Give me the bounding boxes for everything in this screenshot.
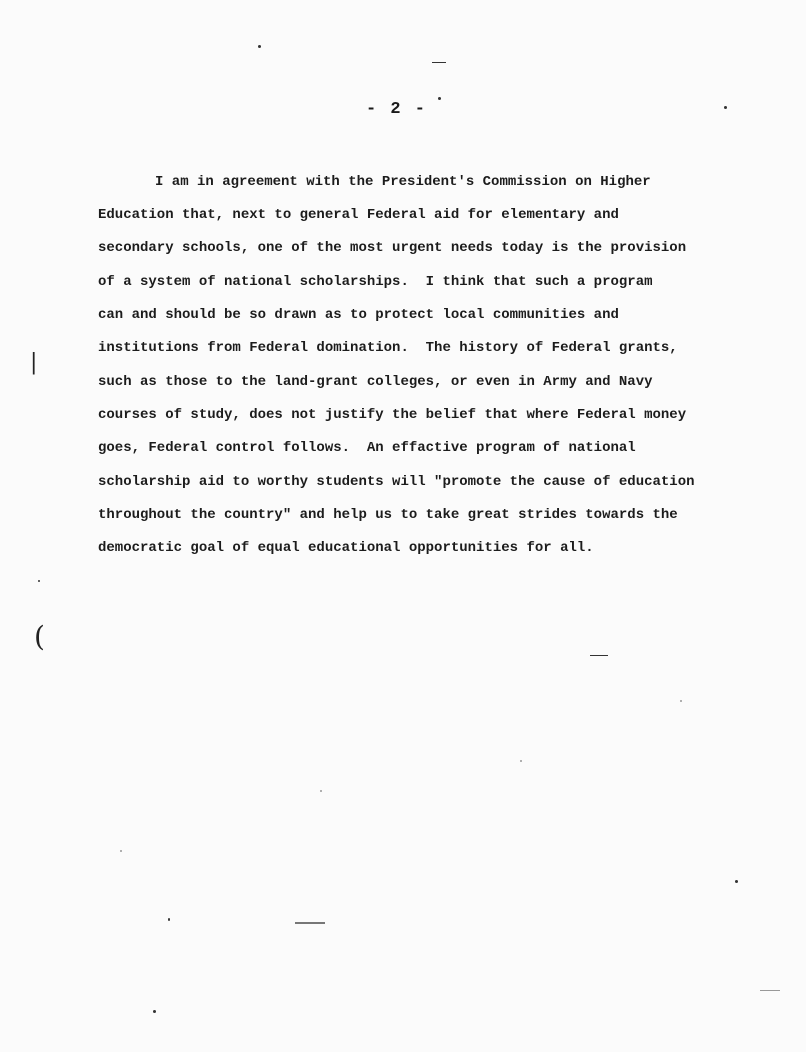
paragraph-line: democratic goal of equal educational opportunities for all.: [98, 540, 594, 556]
paragraph-line: of a system of national scholarships. I think that such a program: [98, 274, 653, 290]
margin-mark: (: [34, 620, 45, 653]
scan-speck: [680, 700, 682, 702]
page-number: - 2 -: [366, 100, 428, 119]
paragraph-line: scholarship aid to worthy students will "promote the cause of education: [98, 474, 695, 490]
paragraph-line: institutions from Federal domination. The history of Federal grants,: [98, 340, 678, 356]
scan-speck: [153, 1010, 156, 1013]
margin-mark: |: [30, 350, 38, 375]
scan-speck: [438, 97, 441, 100]
scan-speck: [432, 62, 446, 63]
scan-speck: [38, 580, 40, 582]
paragraph-line: such as those to the land-grant colleges, or even in Army and Navy: [98, 374, 653, 390]
paragraph-line: I am in agreement with the President's Commission on Higher: [155, 174, 651, 190]
paragraph-line: courses of study, does not justify the belief that where Federal money: [98, 407, 687, 423]
scan-speck: [120, 850, 122, 852]
scan-speck: [258, 45, 261, 48]
scan-speck: [735, 880, 738, 883]
paragraph-line: secondary schools, one of the most urgent needs today is the provision: [98, 240, 687, 256]
paragraph-line: Education that, next to general Federal aid for elementary and: [98, 207, 619, 223]
scan-speck: [760, 990, 780, 991]
paragraph-line: throughout the country" and help us to take great strides towards the: [98, 507, 678, 523]
scan-speck: [168, 918, 170, 921]
scan-speck: [520, 760, 522, 762]
scan-speck: [724, 106, 727, 109]
paragraph-line: can and should be so drawn as to protect local communities and: [98, 307, 619, 323]
scan-speck: [320, 790, 322, 792]
scan-speck: [295, 922, 325, 924]
paragraph-line: goes, Federal control follows. An effactive program of national: [98, 440, 636, 456]
scan-speck: [590, 655, 608, 656]
